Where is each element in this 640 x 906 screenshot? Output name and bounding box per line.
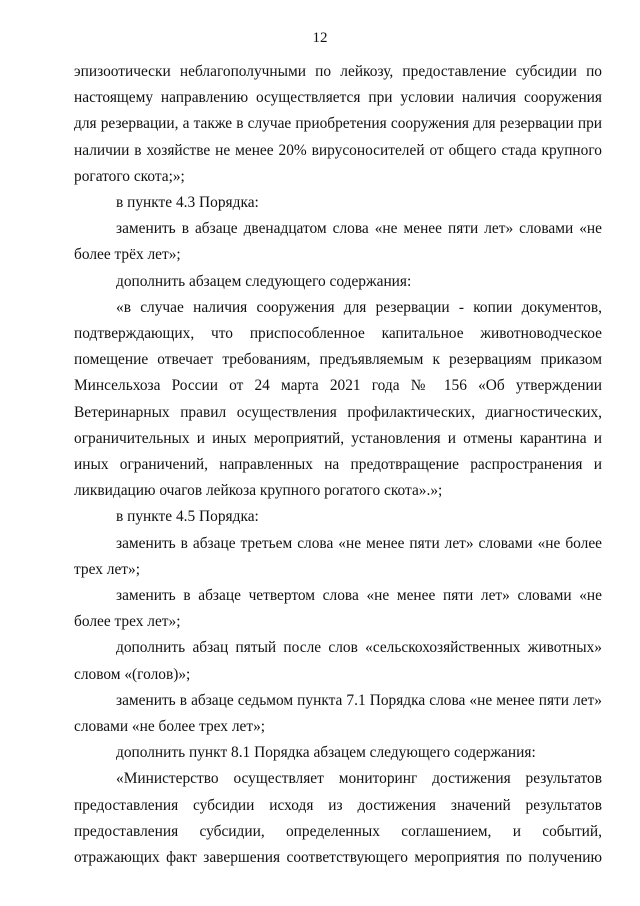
paragraph-replace-3rd: заменить в абзаце третьем слова «не менее пяти лет» словами «не более трех лет»; [74, 534, 602, 578]
paragraph-replace-4th: заменить в абзаце четвертом слова «не менее пяти лет» словами «не более трех лет»; [74, 587, 602, 631]
paragraph-reservation-docs: «в случае наличия сооружения для резервации - копии документов, подтверждающих, что приспособленное капитальное животноводческое помещение отвечает требованиям, предъявляемым к резервациям приказом Минсельхоза России от 24 марта 2021 года № 156 «Об утверждении Ветеринарных правил осуществления профилактических, диагностических, ограничительных и иных мероприятий, установления и отмены карантина и иных ограничений, направленных на предотвращение распространения и ликвидацию очагов лейкоза крупного рогатого скота».»; [74, 298, 602, 500]
paragraph-continuation: эпизоотически неблагополучными по лейкозу, предоставление субсидии по настоящему направлению осуществляется при условии наличия сооружения для резервации, а также в случае приобретения сооружения для резервации при наличии в хозяйстве не менее 20% вирусоносителей от общего стада крупного рогатого скота;»; [74, 63, 602, 185]
document-body [74, 59, 602, 871]
paragraph-point-4-3: в пункте 4.3 Порядка: [116, 194, 259, 212]
page-number: 12 [312, 30, 328, 46]
paragraph-replace-7-1: заменить в абзаце седьмом пункта 7.1 Порядка слова «не менее пяти лет» словами «не более трех лет»; [74, 691, 602, 736]
paragraph-replace-12th: заменить в абзаце двенадцатом слова «не менее пяти лет» словами «не более трёх лет»; [74, 220, 602, 264]
paragraph-add-abzac: дополнить абзацем следующего содержания: [116, 272, 412, 290]
paragraph-monitoring: «Министерство осуществляет мониторинг достижения результатов предоставления субсидии исходя из достижения значений результатов предоставления субсидии, определенных соглашением, и событий, отражающих факт завершения соответствующего мероприятия по получению [74, 770, 602, 867]
paragraph-point-4-5: в пункте 4.5 Порядка: [116, 508, 259, 526]
paragraph-add-5th: дополнить абзац пятый после слов «сельскохозяйственных животных» словом «(голов)»; [74, 639, 602, 683]
paragraph-add-8-1: дополнить пункт 8.1 Порядка абзацем следующего содержания: [116, 744, 536, 762]
